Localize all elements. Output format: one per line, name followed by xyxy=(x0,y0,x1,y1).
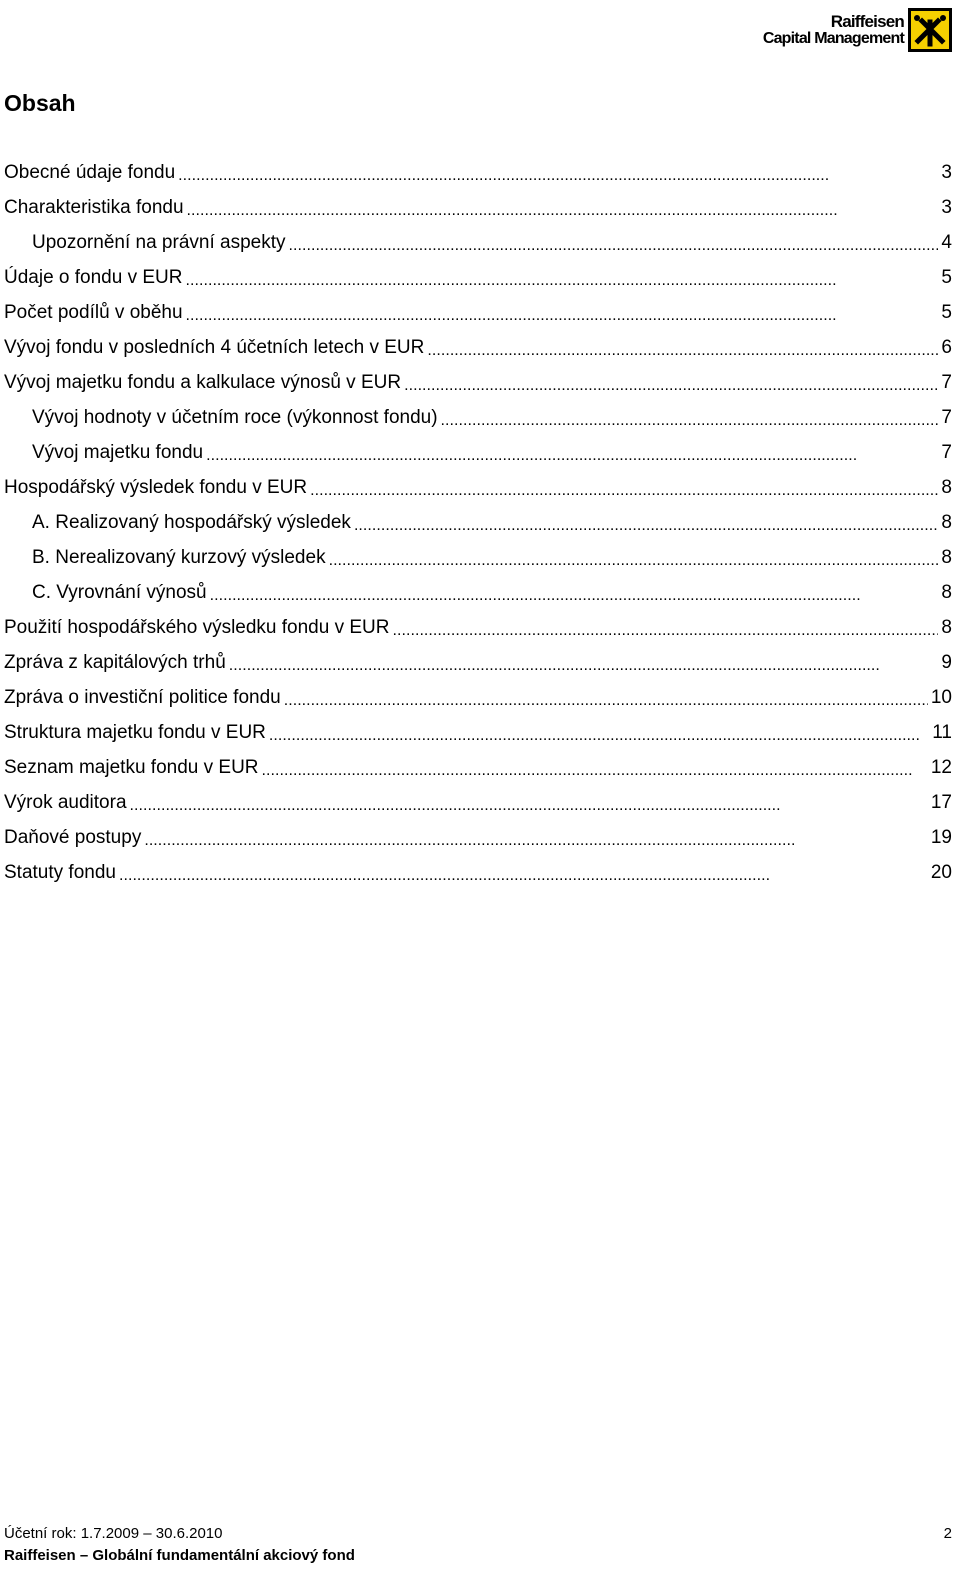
toc-entry-page-number: 5 xyxy=(941,302,952,323)
logo-wordmark xyxy=(763,13,904,47)
toc-entry[interactable] xyxy=(4,680,952,715)
toc-entry[interactable] xyxy=(4,155,952,190)
toc-entry-page-number: 12 xyxy=(930,757,952,778)
toc-entry-page-number: 6 xyxy=(941,337,952,358)
toc-entry-title: Vývoj majetku fondu a kalkulace výnosů v EUR xyxy=(4,372,402,393)
toc-entry-page-number: 17 xyxy=(930,792,952,813)
toc-entry-title: Seznam majetku fondu v EUR xyxy=(4,757,259,778)
raiffeisen-gable-cross-icon xyxy=(908,8,952,52)
toc-entry[interactable] xyxy=(4,750,952,785)
toc-entry[interactable] xyxy=(4,820,952,855)
toc-entry-page-number: 8 xyxy=(941,617,952,638)
toc-entry-title: Použití hospodářského výsledku fondu v EUR xyxy=(4,617,390,638)
toc-dot-leader xyxy=(119,865,928,884)
toc-entry[interactable] xyxy=(4,855,952,890)
toc-entry-page-number: 8 xyxy=(941,547,952,568)
toc-dot-leader xyxy=(310,480,938,499)
toc-dot-leader xyxy=(393,620,939,639)
toc-entry-page-number: 4 xyxy=(941,232,952,253)
toc-entry[interactable] xyxy=(4,330,952,365)
company-logo xyxy=(763,8,952,52)
toc-dot-leader xyxy=(206,445,938,464)
toc-dot-leader xyxy=(284,690,928,709)
toc-entry[interactable] xyxy=(4,225,952,260)
toc-entry-title: Zpráva z kapitálových trhů xyxy=(4,652,226,673)
toc-entry-title: Charakteristika fondu xyxy=(4,197,184,218)
toc-entry-page-number: 20 xyxy=(930,862,952,883)
footer-page-number: 2 xyxy=(943,1524,952,1542)
toc-entry-title: A. Realizovaný hospodářský výsledek xyxy=(32,512,351,533)
toc-dot-leader xyxy=(354,515,938,534)
toc-entry-page-number: 7 xyxy=(941,372,952,393)
toc-dot-leader xyxy=(186,305,939,324)
toc-dot-leader xyxy=(289,235,939,254)
toc-entry[interactable] xyxy=(4,715,952,750)
footer-fiscal-period: Účetní rok: 1.7.2009 – 30.6.2010 xyxy=(4,1524,223,1542)
toc-entry-page-number: 8 xyxy=(941,512,952,533)
logo-line-raiffeisen: Raiffeisen xyxy=(830,12,904,31)
toc-dot-leader xyxy=(229,655,939,674)
toc-entry[interactable] xyxy=(4,785,952,820)
footer-fund-name: Raiffeisen – Globální fundamentální akciový fond xyxy=(4,1546,355,1564)
toc-entry[interactable] xyxy=(4,435,952,470)
toc-dot-leader xyxy=(130,795,928,814)
toc-entry-title: Vývoj fondu v posledních 4 účetních letech v EUR xyxy=(4,337,425,358)
toc-entry-title: Vývoj majetku fondu xyxy=(32,442,204,463)
toc-entry[interactable] xyxy=(4,470,952,505)
toc-entry-page-number: 3 xyxy=(941,162,952,183)
toc-entry[interactable] xyxy=(4,295,952,330)
toc-entry[interactable] xyxy=(4,610,952,645)
toc-entry-page-number: 8 xyxy=(941,477,952,498)
toc-entry-page-number: 7 xyxy=(941,442,952,463)
toc-dot-leader xyxy=(178,165,938,184)
toc-entry-page-number: 11 xyxy=(932,722,952,743)
toc-entry[interactable] xyxy=(4,575,952,610)
toc-dot-leader xyxy=(427,340,938,359)
toc-entry-title: Vývoj hodnoty v účetním roce (výkonnost fondu) xyxy=(32,407,438,428)
toc-entry-page-number: 3 xyxy=(941,197,952,218)
toc-dot-leader xyxy=(262,760,928,779)
toc-dot-leader xyxy=(210,585,939,604)
toc-dot-leader xyxy=(404,375,938,394)
toc-dot-leader xyxy=(187,200,939,219)
toc-entry-title: Daňové postupy xyxy=(4,827,142,848)
toc-entry[interactable] xyxy=(4,365,952,400)
logo-line-capital-management: Capital Management xyxy=(762,30,904,47)
toc-dot-leader xyxy=(144,830,928,849)
toc-entry-title: B. Nerealizovaný kurzový výsledek xyxy=(32,547,326,568)
toc-entry-page-number: 19 xyxy=(930,827,952,848)
toc-entry-title: Údaje o fondu v EUR xyxy=(4,267,183,288)
toc-entry[interactable] xyxy=(4,400,952,435)
toc-entry-title: C. Vyrovnání výnosů xyxy=(32,582,207,603)
toc-entry-title: Hospodářský výsledek fondu v EUR xyxy=(4,477,308,498)
toc-entry-title: Upozornění na právní aspekty xyxy=(32,232,286,253)
page-title: Obsah xyxy=(4,90,76,116)
toc-entry-title: Výrok auditora xyxy=(4,792,127,813)
toc-entry[interactable] xyxy=(4,645,952,680)
toc-entry[interactable] xyxy=(4,260,952,295)
toc-entry-title: Zpráva o investiční politice fondu xyxy=(4,687,281,708)
table-of-contents xyxy=(4,155,952,890)
toc-entry-title: Obecné údaje fondu xyxy=(4,162,176,183)
toc-entry[interactable] xyxy=(4,540,952,575)
toc-entry-title: Statuty fondu xyxy=(4,862,116,883)
toc-entry-title: Struktura majetku fondu v EUR xyxy=(4,722,266,743)
toc-dot-leader xyxy=(329,550,939,569)
toc-entry-page-number: 7 xyxy=(941,407,952,428)
toc-entry-title: Počet podílů v oběhu xyxy=(4,302,183,323)
toc-entry-page-number: 9 xyxy=(941,652,952,673)
toc-entry[interactable] xyxy=(4,190,952,225)
toc-dot-leader xyxy=(441,410,939,429)
toc-entry[interactable] xyxy=(4,505,952,540)
toc-entry-page-number: 5 xyxy=(941,267,952,288)
toc-dot-leader xyxy=(269,725,929,744)
toc-entry-page-number: 8 xyxy=(941,582,952,603)
toc-dot-leader xyxy=(186,270,939,289)
toc-entry-page-number: 10 xyxy=(930,687,952,708)
page-footer xyxy=(4,1522,952,1566)
